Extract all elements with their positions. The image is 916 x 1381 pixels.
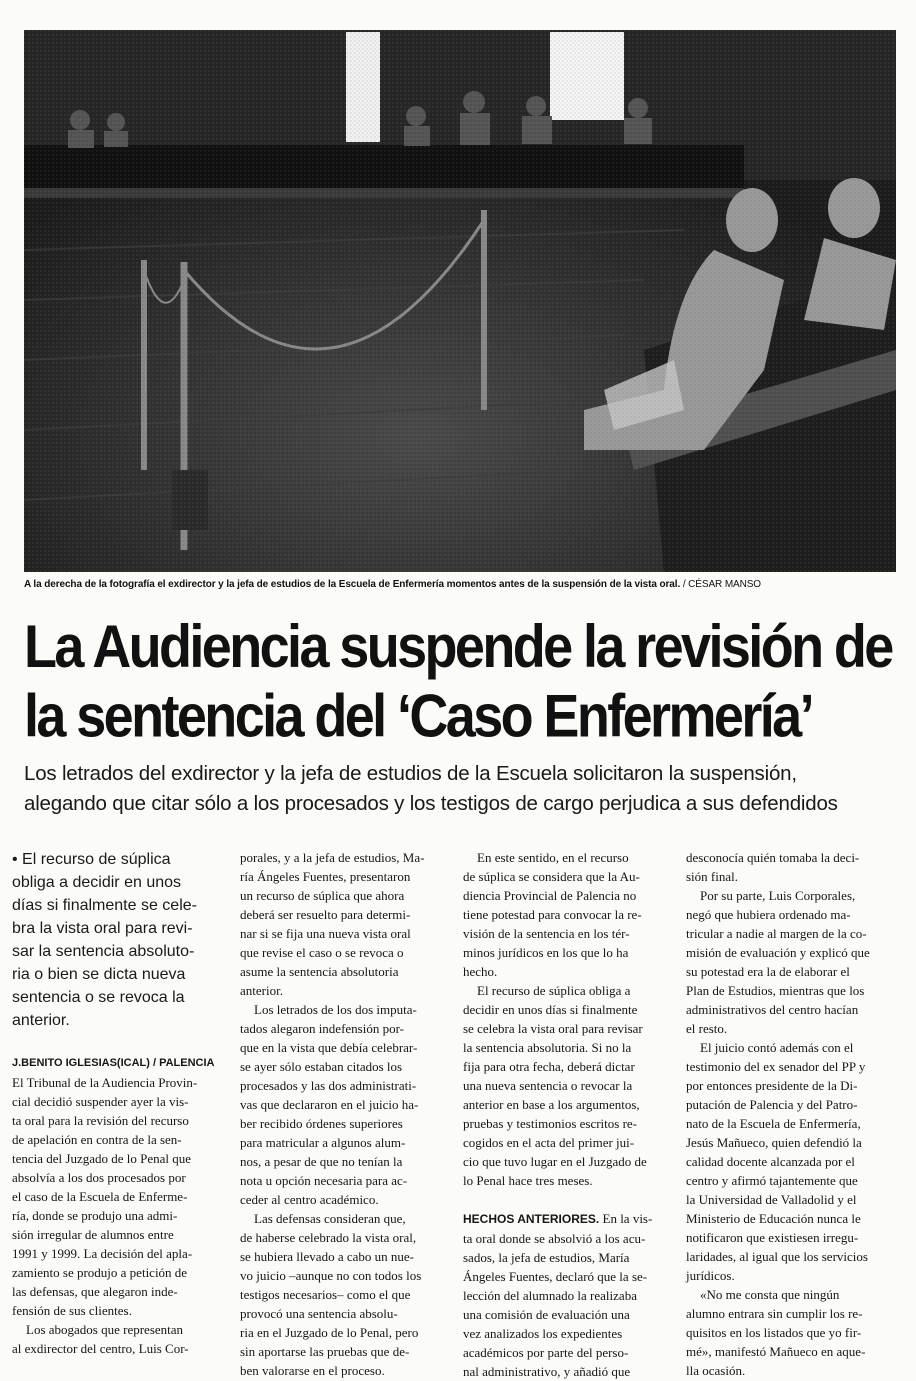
text-line: sión final.	[686, 869, 738, 884]
text-line: mé», manifestó Mañueco en aque-	[686, 1344, 866, 1359]
text-line: de apelación en contra de la sen-	[12, 1132, 182, 1147]
text-line: laridades, al igual que los servicios	[686, 1249, 868, 1264]
column-4	[686, 848, 894, 1380]
paragraph	[463, 1209, 671, 1381]
text-line: una comisión de evaluación una	[463, 1307, 630, 1322]
text-line: cogidos en el acta del primer jui-	[463, 1135, 635, 1150]
text-line: tiene potestad para convocar la re-	[463, 907, 642, 922]
text-line: que en la vista que debía celebrar-	[240, 1040, 418, 1055]
text-line: El juicio contó además con el	[700, 1040, 854, 1055]
text-line: fija para otra fecha, deberá dictar	[463, 1059, 635, 1074]
column-2	[240, 848, 448, 1380]
text-line: lo Penal hace tres meses.	[463, 1173, 593, 1188]
text-line: vez analizados los expedientes	[463, 1326, 623, 1341]
text-line: sin aportarse las pruebas que de-	[240, 1344, 410, 1359]
text-line: tricular a nadie al margen de la co-	[686, 926, 867, 941]
lead-line: sar la sentencia absoluto-	[12, 943, 195, 960]
text-line: sión irregular de alumnos entre	[12, 1227, 174, 1242]
text-line: la sentencia absolutoria. Si no la	[463, 1040, 632, 1055]
text-fragment: En la vis-	[599, 1211, 653, 1226]
text-line: una nueva sentencia o revocar la	[463, 1078, 633, 1093]
text-line: decidir en unos días si finalmente	[463, 1002, 638, 1017]
paragraph	[686, 886, 894, 1038]
text-line: pruebas y testimonios escritos re-	[463, 1116, 638, 1131]
text-line: desconocía quién tomaba la deci-	[686, 850, 860, 865]
text-line: absolvía a los dos procesados por	[12, 1170, 186, 1185]
text-line: nar si se fija una nueva vista oral	[240, 926, 411, 941]
column-1	[12, 848, 224, 1358]
paragraph	[12, 1320, 224, 1358]
text-line: Ángeles Fuentes, declaró que la se-	[463, 1269, 648, 1284]
text-line: deberá ser resuelto para determi-	[240, 907, 411, 922]
text-line: ría, donde se produjo una admi-	[12, 1208, 178, 1223]
text-line: nato de la Escuela de Enfermería,	[686, 1116, 861, 1131]
paragraph	[240, 1209, 448, 1380]
text-line: Las defensas consideran que,	[254, 1211, 406, 1226]
paragraph	[686, 848, 894, 886]
text-line: fensión de sus clientes.	[12, 1303, 132, 1318]
text-line: el caso de la Escuela de Enferme-	[12, 1189, 188, 1204]
text-line: al exdirector del centro, Luis Cor-	[12, 1341, 189, 1356]
text-line: hecho.	[463, 964, 498, 979]
text-line: Los abogados que representan	[26, 1322, 184, 1337]
subheadline	[24, 759, 904, 819]
text-line: tencia del Juzgado de lo Penal que	[12, 1151, 192, 1166]
text-line: lección del alumnado la realizaba	[463, 1288, 637, 1303]
text-line: el resto.	[686, 1021, 728, 1036]
text-line: Por su parte, Luis Corporales,	[700, 888, 856, 903]
text-line: Ministerio de Educación nunca le	[686, 1211, 861, 1226]
text-line: que revise el caso o se revoca o	[240, 945, 404, 960]
text-line: En este sentido, en el recurso	[477, 850, 629, 865]
text-line: las defensas, que alegaron inde-	[12, 1284, 178, 1299]
paragraph	[463, 981, 671, 1190]
text-line: vo juicio –aunque no con todos los	[240, 1268, 422, 1283]
text-line: anterior en base a los argumentos,	[463, 1097, 640, 1112]
text-line: para matricular a algunos alum-	[240, 1135, 406, 1150]
lead-line: • El recurso de súplica	[12, 851, 171, 868]
text-line: académicos por parte del perso-	[463, 1345, 629, 1360]
photo-credit: / CÉSAR MANSO	[682, 579, 761, 590]
text-line: negó que hubiera ordenado ma-	[686, 907, 851, 922]
text-line: calidad docente alcanzada por el	[686, 1154, 855, 1169]
text-line: El Tribunal de la Audiencia Provin-	[12, 1075, 198, 1090]
text-line: cial decidió suspender ayer la vis-	[12, 1094, 189, 1109]
text-line: sados, la jefa de estudios, María	[463, 1250, 630, 1265]
text-line	[463, 1209, 671, 1229]
text-line: vas que declararon en el juicio ha-	[240, 1097, 419, 1112]
text-line: por entonces presidente de la Di-	[686, 1078, 858, 1093]
headline-line-1: La Audiencia suspende la revisión de	[24, 613, 892, 681]
headline-line-2: la sentencia del ‘Caso Enfermería’	[24, 682, 812, 750]
lead-line: obliga a decidir en unos	[12, 874, 182, 891]
text-line: centro y afirmó tajantemente que	[686, 1173, 858, 1188]
paragraph	[240, 1000, 448, 1209]
text-line: administrativos del centro hacían	[686, 1002, 859, 1017]
text-line: ta oral para la revisión del recurso	[12, 1113, 189, 1128]
text-line: un recurso de súplica que ahora	[240, 888, 405, 903]
text-line: de súplica se considera que la Au-	[463, 869, 640, 884]
text-line: ben valorarse en el proceso.	[240, 1363, 385, 1378]
text-line: se hubiera llevado a cabo un nue-	[240, 1249, 414, 1264]
text-line: su potestad era la de elaborar el	[686, 964, 850, 979]
lead-line: bra la vista oral para revi-	[12, 920, 193, 937]
lead-line: ria o bien se dicta nueva	[12, 966, 186, 983]
text-line: se ayer sólo estaban citados los	[240, 1059, 403, 1074]
headline	[24, 612, 904, 751]
text-line: Jesús Mañueco, quien defendió la	[686, 1135, 862, 1150]
section-heading: HECHOS ANTERIORES.	[463, 1212, 600, 1226]
subhead-line-2: alegando que citar sólo a los procesados y los testigos de cargo perjudica a sus defendidos	[24, 792, 838, 815]
column-3	[463, 848, 671, 1381]
lead-line: días si finalmente se cele-	[12, 897, 197, 914]
lead-line: anterior.	[12, 1012, 70, 1029]
text-line: testimonio del ex senador del PP y	[686, 1059, 866, 1074]
lead-summary	[12, 848, 224, 1032]
text-line: de haberse celebrado la vista oral,	[240, 1230, 417, 1245]
text-line: jurídicos.	[686, 1268, 735, 1283]
paragraph	[463, 848, 671, 981]
text-line: porales, y a la jefa de estudios, Ma-	[240, 850, 425, 865]
paragraph	[240, 848, 448, 1000]
text-line: la Universidad de Valladolid y el	[686, 1192, 857, 1207]
text-line: Los letrados de los dos imputa-	[254, 1002, 417, 1017]
text-line: lla ocasión.	[686, 1363, 746, 1378]
lead-line: sentencia o se revoca la	[12, 989, 185, 1006]
text-line: Plan de Estudios, mientras que los	[686, 983, 865, 998]
text-line: notificaron que existiesen irregu-	[686, 1230, 859, 1245]
text-line: misión de evaluación y explicó que	[686, 945, 870, 960]
paragraph	[686, 1038, 894, 1285]
text-line: putación de Palencia y del Patro-	[686, 1097, 858, 1112]
paragraph	[12, 1073, 224, 1320]
text-line: procesados y las dos administrati-	[240, 1078, 417, 1093]
text-line: diencia Provincial de Palencia no	[463, 888, 637, 903]
text-line: nal administrativo, y añadió que	[463, 1364, 631, 1379]
byline: J.BENITO IGLESIAS(ICAL) / PALENCIA	[12, 1057, 215, 1069]
text-line: ceder al centro académico.	[240, 1192, 379, 1207]
text-line: nos, a pesar de que no tenían la	[240, 1154, 403, 1169]
text-line: anterior.	[240, 983, 283, 998]
text-line: tados alegaron indefensión por-	[240, 1021, 404, 1036]
text-line: «No me consta que ningún	[700, 1287, 840, 1302]
text-line: ber recibido órdenes superiores	[240, 1116, 403, 1131]
text-line: ta oral donde se absolvió a los acu-	[463, 1231, 646, 1246]
subhead-line-1: Los letrados del exdirector y la jefa de estudios de la Escuela solicitaron la suspensión,	[24, 762, 797, 785]
text-line: ría Ángeles Fuentes, presentaron	[240, 869, 411, 884]
paragraph	[686, 1285, 894, 1380]
text-line: zamiento se produjo a petición de	[12, 1265, 188, 1280]
text-line: alumno entrara sin cumplir los re-	[686, 1306, 863, 1321]
photo-caption	[24, 579, 904, 590]
text-line: cio que tuvo lugar en el Juzgado de	[463, 1154, 647, 1169]
text-line: asume la sentencia absolutoria	[240, 964, 399, 979]
text-line: 1991 y 1999. La decisión del apla-	[12, 1246, 193, 1261]
text-line: se celebra la vista oral para revisar	[463, 1021, 643, 1036]
text-line: nota u opción necesaria para ac-	[240, 1173, 408, 1188]
text-line: quisitos en los listados que yo fir-	[686, 1325, 862, 1340]
text-line: ria en el Juzgado de lo Penal, pero	[240, 1325, 419, 1340]
text-line: El recurso de súplica obliga a	[477, 983, 631, 998]
text-line: minos jurídicos en los que lo ha	[463, 945, 629, 960]
text-line: testigos necesarios– como el que	[240, 1287, 411, 1302]
court-photo	[24, 30, 896, 572]
caption-text: A la derecha de la fotografía el exdirector y la jefa de estudios de la Escuela de Enfermería momentos antes de la suspensión de la vista oral.	[24, 579, 681, 590]
text-line: provocó una sentencia absolu-	[240, 1306, 398, 1321]
text-line: visión de la sentencia en los tér-	[463, 926, 630, 941]
